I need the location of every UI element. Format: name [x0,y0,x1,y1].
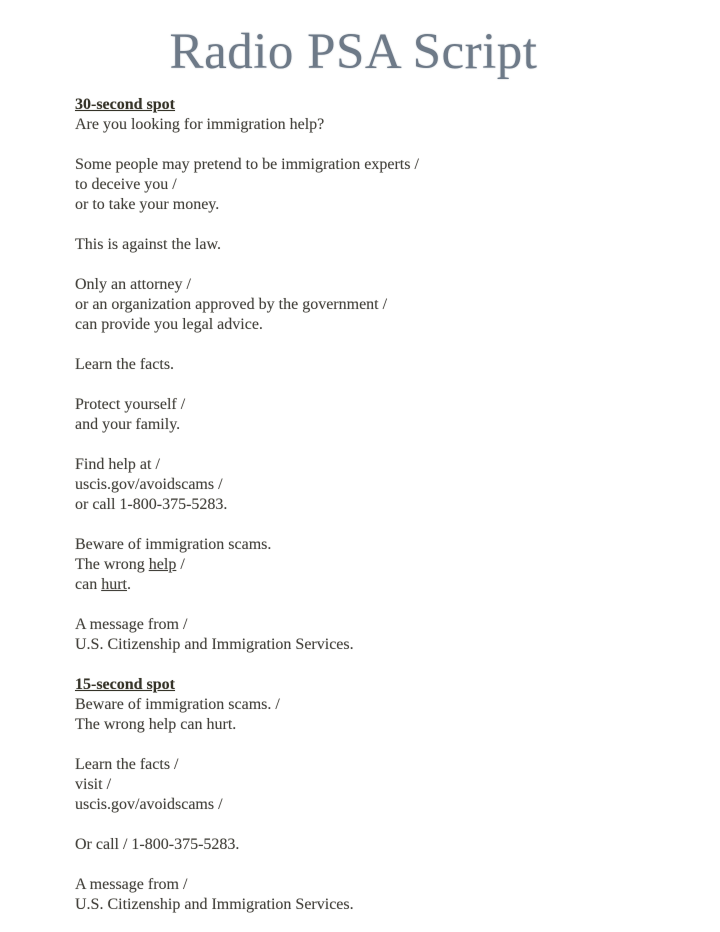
script-line [75,895,650,915]
text-segment: can provide you legal advice. [75,316,263,333]
script-line [75,635,650,655]
script-line [75,795,650,815]
script-line [75,115,650,135]
text-segment: . [126,576,131,593]
script-paragraph [75,115,650,135]
text-segment: A message from / [75,616,188,633]
script-line [75,415,650,435]
script-paragraph [75,455,650,515]
text-segment: Some people may pretend to be immigration experts / [75,156,419,173]
script-line [75,315,650,335]
text-segment: Learn the facts. [75,356,175,373]
text-segment: U.S. Citizenship and Immigration Services. [75,636,354,653]
text-segment: uscis.gov/avoidscams / [75,476,223,493]
script-paragraph [75,155,650,215]
script-line [75,535,650,555]
underlined-word: help [148,556,177,573]
psa-section-30-second-spot [75,95,650,655]
script-line [75,875,650,895]
underlined-word: hurt [101,576,127,593]
text-segment: Are you looking for immigration help? [75,116,325,133]
text-segment: Learn the facts / [75,756,179,773]
text-segment: or an organization approved by the government / [75,296,388,313]
text-segment: A message from / [75,876,188,893]
script-paragraph [75,235,650,255]
text-segment: Or call / 1-800-375-5283. [75,836,240,853]
script-line [75,555,650,575]
script-line [75,295,650,315]
script-line [75,155,650,175]
script-paragraph [75,755,650,815]
text-segment: Find help at / [75,456,160,473]
text-segment: visit / [75,776,112,793]
script-paragraph [75,875,650,915]
text-segment: / [176,556,185,573]
script-paragraph [75,695,650,735]
script-line [75,175,650,195]
text-segment: can [75,576,102,593]
psa-section-15-second-spot [75,675,650,915]
script-paragraph [75,275,650,335]
text-segment: or to take your money. [75,196,220,213]
text-segment: or call 1-800-375-5283. [75,496,228,513]
section-heading: 15-second spot [75,676,176,693]
script-line [75,395,650,415]
script-line [75,615,650,635]
text-segment: The wrong [75,556,149,573]
script-line [75,455,650,475]
script-paragraph [75,395,650,435]
script-paragraph [75,835,650,855]
document-title: Radio PSA Script [169,24,538,80]
text-segment: Beware of immigration scams. / [75,696,280,713]
script-line [75,475,650,495]
script-line [75,235,650,255]
script-line [75,275,650,295]
script-paragraph [75,535,650,595]
script-line [75,775,650,795]
text-segment: U.S. Citizenship and Immigration Services. [75,896,354,913]
text-segment: Beware of immigration scams. [75,536,272,553]
script-paragraph [75,355,650,375]
document-body [75,95,650,915]
script-line [75,495,650,515]
script-line [75,695,650,715]
script-line [75,195,650,215]
text-segment: Only an attorney / [75,276,191,293]
text-segment: Protect yourself / [75,396,186,413]
text-segment: This is against the law. [75,236,222,253]
script-line [75,715,650,735]
script-paragraph [75,615,650,655]
script-line [75,755,650,775]
script-line [75,575,650,595]
script-line [75,355,650,375]
script-line [75,835,650,855]
text-segment: to deceive you / [75,176,177,193]
text-segment: The wrong help can hurt. [75,716,237,733]
text-segment: and your family. [75,416,181,433]
section-heading: 30-second spot [75,96,176,113]
text-segment: uscis.gov/avoidscams / [75,796,223,813]
